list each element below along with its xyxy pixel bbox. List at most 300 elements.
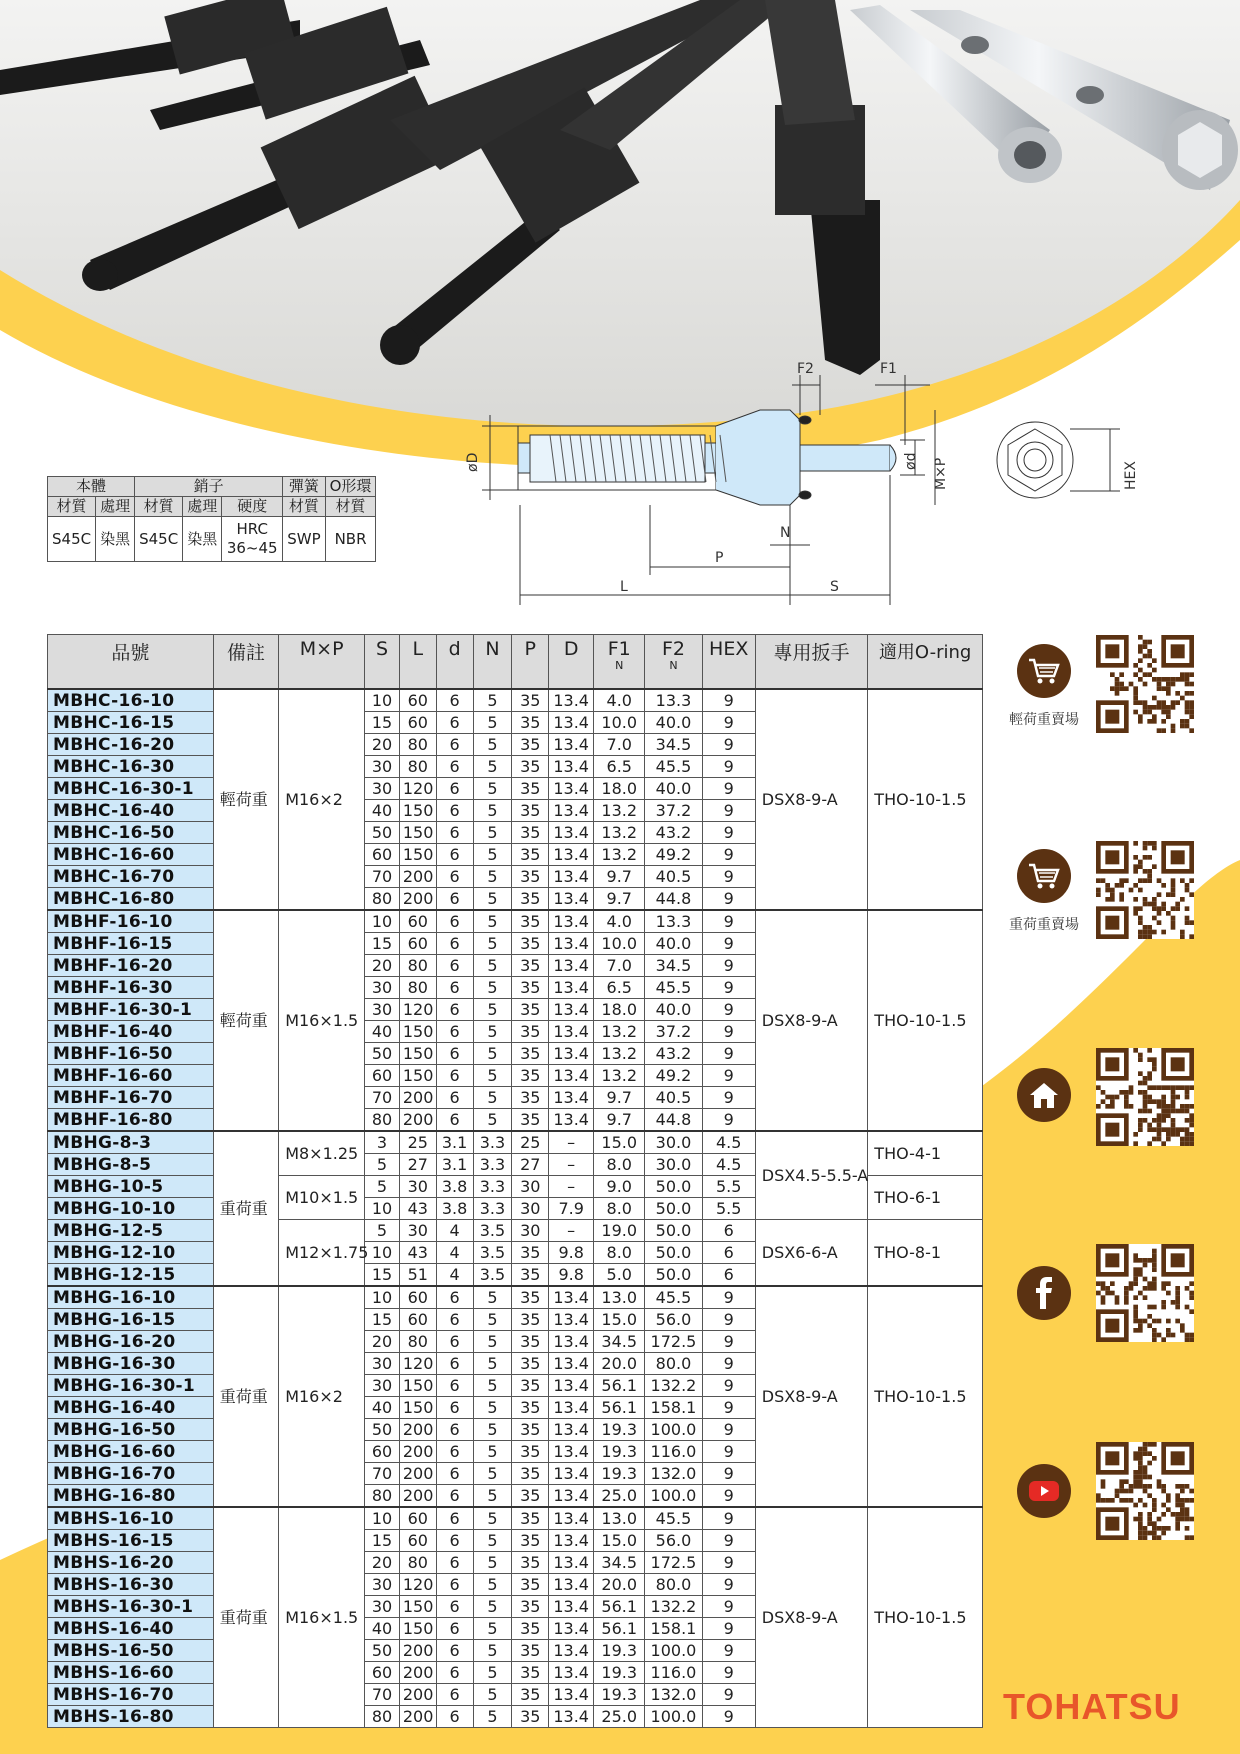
spec-value: 35 [512,999,549,1021]
spec-value: 9 [702,1375,755,1397]
spec-value: 35 [512,1087,549,1109]
mat-header: 材質 [283,497,325,517]
spec-value: 30 [365,1574,400,1596]
spec-value: 100.0 [645,1419,702,1441]
spec-value: 13.4 [549,1353,594,1375]
spec-value: 5 [473,1507,512,1530]
spec-value: 9 [702,866,755,888]
spec-value: 4.0 [594,689,645,712]
spec-value: 9 [702,1043,755,1065]
spec-value: 9.7 [594,866,645,888]
spec-value: 13.2 [594,1065,645,1087]
spec-value: 13.4 [549,1463,594,1485]
facebook-icon[interactable] [1017,1266,1071,1320]
spec-value: 35 [512,1419,549,1441]
spec-value: 9 [702,756,755,778]
part-number: MBHG-10-5 [48,1176,214,1198]
spec-value: 60 [399,712,436,734]
o-ring: THO-10-1.5 [868,1507,983,1728]
part-number: MBHG-16-30-1 [48,1375,214,1397]
spec-value: 50 [365,1043,400,1065]
spec-value: 25.0 [594,1485,645,1508]
spec-value: 34.5 [594,1331,645,1353]
spec-value: 13.4 [549,1286,594,1309]
spec-value: 19.3 [594,1662,645,1684]
spec-value: 9 [702,1463,755,1485]
spec-value: 43 [399,1242,436,1264]
spec-value: 40.0 [645,778,702,800]
part-number: MBHC-16-20 [48,734,214,756]
table-row [48,1131,983,1154]
spec-value: 35 [512,778,549,800]
spec-value: 9 [702,1419,755,1441]
product-photo [0,0,1240,430]
spec-value: 45.5 [645,756,702,778]
spec-value: 13.4 [549,1021,594,1043]
spec-value: 35 [512,1552,549,1574]
spec-value: 10 [365,689,400,712]
spec-value: 8.0 [594,1154,645,1176]
spec-value: 20 [365,1552,400,1574]
header-l: L [399,635,436,690]
light-load-store-label[interactable]: 輕荷重賣場 [1009,712,1079,728]
spec-value: 6 [436,1574,473,1596]
spec-value: 13.3 [645,910,702,933]
spec-value: 100.0 [645,1706,702,1728]
spec-value: 6 [436,1684,473,1706]
spec-value: 150 [399,1596,436,1618]
spec-value: 8.0 [594,1198,645,1220]
spec-value: 6 [436,933,473,955]
spec-value: 13.4 [549,1530,594,1552]
thread-size: M16×1.5 [279,910,365,1131]
spec-value: 43.2 [645,1043,702,1065]
spec-value: 70 [365,1684,400,1706]
spec-value: 13.4 [549,689,594,712]
spec-value: 27 [399,1154,436,1176]
spec-value: 13.4 [549,1441,594,1463]
spec-value: 45.5 [645,977,702,999]
part-number: MBHF-16-30-1 [48,999,214,1021]
spec-value: 6 [436,866,473,888]
spec-value: 3.1 [436,1131,473,1154]
spec-value: 200 [399,1485,436,1508]
spec-value: 35 [512,933,549,955]
spec-value: 80 [399,734,436,756]
o-ring: THO-4-1 [868,1131,983,1176]
part-number: MBHG-16-80 [48,1485,214,1508]
spec-value: 35 [512,712,549,734]
table-row [48,1220,983,1242]
spec-value: 5 [473,866,512,888]
spec-value: 4 [436,1220,473,1242]
spec-value: 15 [365,933,400,955]
spec-value: 150 [399,822,436,844]
label-n: N [780,525,791,541]
spec-value: 15 [365,1309,400,1331]
spec-value: 30 [399,1176,436,1198]
label-hex: HEX [1123,461,1139,490]
table-row [48,1507,983,1530]
spec-value: 6 [436,1662,473,1684]
part-number: MBHS-16-50 [48,1640,214,1662]
spec-value: 5 [473,1618,512,1640]
part-number: MBHG-8-5 [48,1154,214,1176]
spec-value: 13.4 [549,1375,594,1397]
spec-value: 5 [365,1220,400,1242]
spec-value: 60 [365,1441,400,1463]
spec-value: 9.0 [594,1176,645,1198]
spec-value: – [549,1176,594,1198]
spec-value: 80 [399,756,436,778]
spec-value: 5 [473,1375,512,1397]
header-dd: D [549,635,594,690]
part-number: MBHS-16-10 [48,1507,214,1530]
spec-value: 150 [399,1618,436,1640]
header-f2-unit: N [669,659,678,672]
spec-value: 9 [702,1485,755,1508]
header-f1 [594,635,645,690]
spec-value: 35 [512,1242,549,1264]
spec-value: 9 [702,1596,755,1618]
header-oring: 適用O-ring [868,635,983,690]
spec-value: 13.4 [549,1552,594,1574]
spec-value: 5 [473,955,512,977]
spec-value: 13.4 [549,822,594,844]
spec-value: 5 [473,1309,512,1331]
spec-value: 60 [399,933,436,955]
spec-value: 3.1 [436,1154,473,1176]
spec-value: 40.0 [645,712,702,734]
spec-value: 132.2 [645,1375,702,1397]
youtube-icon[interactable] [1017,1464,1071,1518]
spec-value: 60 [399,1530,436,1552]
spec-value: 4 [436,1264,473,1287]
spec-value: 9 [702,955,755,977]
spec-value: 5 [473,1397,512,1419]
spec-value: 13.4 [549,1397,594,1419]
spec-value: 200 [399,1684,436,1706]
spec-value: 25 [399,1131,436,1154]
spec-value: 200 [399,1640,436,1662]
spec-value: 6 [702,1242,755,1264]
spec-value: 172.5 [645,1331,702,1353]
spec-value: 200 [399,1662,436,1684]
wrench: DSX8-9-A [755,910,868,1131]
cart-icon[interactable] [1017,644,1071,698]
spec-value: 35 [512,1530,549,1552]
table-row [48,910,983,933]
spec-value: 35 [512,1485,549,1508]
spec-value: 35 [512,689,549,712]
spec-value: 43.2 [645,822,702,844]
spec-value: 25 [512,1131,549,1154]
spec-value: 150 [399,1021,436,1043]
spec-value: 4 [436,1242,473,1264]
load-type: 重荷重 [213,1507,278,1728]
spec-value: 9 [702,1618,755,1640]
spec-value: 30.0 [645,1154,702,1176]
spec-value: 35 [512,1065,549,1087]
spec-value: 40.0 [645,933,702,955]
spec-value: 5 [473,1065,512,1087]
part-number: MBHG-16-15 [48,1309,214,1331]
spec-value: 9 [702,1286,755,1309]
load-type: 重荷重 [213,1286,278,1507]
spec-value: 60 [365,844,400,866]
header-f1-label: F1 [607,638,631,660]
spec-value: 132.0 [645,1684,702,1706]
spec-value: 3.5 [473,1264,512,1287]
spec-value: 35 [512,756,549,778]
load-type: 輕荷重 [213,689,278,910]
spec-value: 50.0 [645,1242,702,1264]
spec-value: 5 [473,888,512,911]
spec-value: 50.0 [645,1264,702,1287]
spec-value: 37.2 [645,1021,702,1043]
part-number: MBHG-16-20 [48,1331,214,1353]
spec-value: 49.2 [645,1065,702,1087]
spec-value: 13.4 [549,1043,594,1065]
spec-value: 30 [365,778,400,800]
spec-value: 5 [473,1286,512,1309]
part-number: MBHF-16-15 [48,933,214,955]
spec-value: 27 [512,1154,549,1176]
spec-value: 25.0 [594,1706,645,1728]
spec-value: 6 [436,800,473,822]
spec-value: 13.4 [549,910,594,933]
qr-code-home[interactable] [1096,1048,1194,1146]
spec-value: 13.4 [549,1706,594,1728]
spec-value: 13.4 [549,756,594,778]
spec-value: 49.2 [645,844,702,866]
spec-value: 9.7 [594,1087,645,1109]
spec-value: 35 [512,1264,549,1287]
spec-value: 6 [436,1286,473,1309]
header-f2 [645,635,702,690]
part-number: MBHG-12-15 [48,1264,214,1287]
qr-code-light-store[interactable] [1096,635,1194,733]
qr-code-youtube[interactable] [1096,1442,1194,1540]
brand-logo: TOHATSU [1003,1686,1181,1727]
load-type: 重荷重 [213,1131,278,1286]
spec-value: 6 [436,1353,473,1375]
spec-value: 9 [702,1087,755,1109]
header-s: S [365,635,400,690]
spec-value: 80 [365,1109,400,1132]
spec-value: 5 [473,800,512,822]
spec-value: 20 [365,1331,400,1353]
spec-value: 80 [399,955,436,977]
spec-value: 6 [436,1021,473,1043]
header-f1-unit: N [615,659,624,672]
spec-value: 13.4 [549,800,594,822]
spec-value: 9 [702,1706,755,1728]
thread-size: M10×1.5 [279,1176,365,1220]
part-number: MBHG-16-10 [48,1286,214,1309]
spec-value: 13.2 [594,822,645,844]
spec-value: 20.0 [594,1574,645,1596]
spec-value: 20.0 [594,1353,645,1375]
spec-value: 35 [512,800,549,822]
spec-value: 3.8 [436,1176,473,1198]
spec-value: 5 [365,1176,400,1198]
header-wrench: 專用扳手 [755,635,868,690]
spec-value: 200 [399,866,436,888]
mat-value: HRC 36~45 [222,517,283,562]
spec-value: 13.0 [594,1286,645,1309]
load-type: 輕荷重 [213,910,278,1131]
spec-value: 13.3 [645,689,702,712]
spec-value: 10 [365,1507,400,1530]
spec-value: 158.1 [645,1397,702,1419]
spec-value: 10 [365,1286,400,1309]
spec-value: 56.0 [645,1530,702,1552]
spec-value: 200 [399,1087,436,1109]
spec-value: 6 [436,955,473,977]
spec-value: 13.4 [549,712,594,734]
spec-value: 13.2 [594,1043,645,1065]
spec-value: 35 [512,1574,549,1596]
spec-value: 6 [436,734,473,756]
thread-size: M16×2 [279,1286,365,1507]
spec-value: 6 [436,1618,473,1640]
spec-value: 5 [473,1640,512,1662]
part-number: MBHG-10-10 [48,1198,214,1220]
part-number: MBHC-16-30-1 [48,778,214,800]
spec-value: 9 [702,1397,755,1419]
spec-value: 35 [512,1596,549,1618]
spec-value: 9 [702,689,755,712]
spec-value: 4.5 [702,1154,755,1176]
spec-value: 6 [436,1043,473,1065]
spec-value: 6 [436,1419,473,1441]
spec-value: 6.5 [594,756,645,778]
mat-value: 染黑 [96,517,135,562]
header-n: N [473,635,512,690]
spec-value: 150 [399,1043,436,1065]
spec-value: 13.4 [549,1662,594,1684]
spec-value: 60 [399,1286,436,1309]
spec-value: 6 [436,910,473,933]
spec-value: 6.5 [594,977,645,999]
spec-value: 9 [702,1530,755,1552]
spec-value: 30.0 [645,1131,702,1154]
spec-value: 34.5 [645,955,702,977]
spec-value: 35 [512,844,549,866]
spec-value: 35 [512,1309,549,1331]
cart-icon[interactable] [1017,849,1071,903]
part-number: MBHF-16-70 [48,1087,214,1109]
home-icon[interactable] [1017,1068,1071,1122]
spec-value: 40 [365,1397,400,1419]
part-number: MBHF-16-60 [48,1065,214,1087]
spec-value: 100.0 [645,1485,702,1508]
spec-value: 80.0 [645,1353,702,1375]
spec-value: 35 [512,1640,549,1662]
header-hex: HEX [702,635,755,690]
spec-value: 120 [399,778,436,800]
spec-value: 6 [436,977,473,999]
heavy-load-store-label[interactable]: 重荷重賣場 [1009,917,1079,933]
spec-value: 13.4 [549,1507,594,1530]
spec-value: 35 [512,888,549,911]
part-number: MBHG-16-70 [48,1463,214,1485]
spec-value: 6 [436,1397,473,1419]
spec-value: 5 [473,1706,512,1728]
spec-value: 200 [399,1706,436,1728]
spec-value: 6 [436,1463,473,1485]
spec-value: 13.2 [594,844,645,866]
spec-value: 9 [702,910,755,933]
qr-code-heavy-store[interactable] [1096,841,1194,939]
spec-value: 5 [473,1574,512,1596]
spec-value: 15 [365,712,400,734]
mat-group-oring: O形環 [325,477,376,497]
spec-value: 9.7 [594,1109,645,1132]
spec-value: 18.0 [594,999,645,1021]
mat-group-pin: 銷子 [135,477,283,497]
part-number: MBHF-16-10 [48,910,214,933]
spec-value: 13.4 [549,1618,594,1640]
spec-value: 35 [512,734,549,756]
part-number: MBHG-8-3 [48,1131,214,1154]
part-number: MBHC-16-40 [48,800,214,822]
spec-value: 5 [473,1021,512,1043]
spec-value: 10.0 [594,933,645,955]
wrench: DSX6-6-A [755,1220,868,1287]
mat-header: 材質 [135,497,183,517]
spec-value: 35 [512,866,549,888]
spec-value: 6 [436,888,473,911]
spec-value: 4.0 [594,910,645,933]
mat-group-spring: 彈簧 [283,477,325,497]
spec-value: 20 [365,955,400,977]
wrench: DSX8-9-A [755,1507,868,1728]
spec-value: 37.2 [645,800,702,822]
part-number: MBHG-16-60 [48,1441,214,1463]
part-number: MBHC-16-50 [48,822,214,844]
spec-value: 6 [436,1441,473,1463]
spec-value: 19.3 [594,1463,645,1485]
part-number: MBHS-16-30-1 [48,1596,214,1618]
spec-value: 150 [399,844,436,866]
spec-value: 34.5 [645,734,702,756]
spec-value: 6 [436,1087,473,1109]
spec-value: 30 [512,1176,549,1198]
spec-value: 13.4 [549,1309,594,1331]
part-number: MBHS-16-70 [48,1684,214,1706]
qr-code-facebook[interactable] [1096,1244,1194,1342]
spec-value: 13.4 [549,977,594,999]
spec-value: 13.4 [549,999,594,1021]
spec-value: 5 [473,689,512,712]
spec-value: 35 [512,1331,549,1353]
spec-value: 9 [702,1574,755,1596]
spec-value: 13.2 [594,800,645,822]
spec-value: 200 [399,1419,436,1441]
spec-value: 56.1 [594,1375,645,1397]
spec-value: 9 [702,1021,755,1043]
wrench: DSX8-9-A [755,689,868,910]
spec-value: 34.5 [594,1552,645,1574]
spec-value: 7.9 [549,1198,594,1220]
spec-value: 35 [512,1397,549,1419]
spec-value: 150 [399,1065,436,1087]
spec-value: 30 [365,1375,400,1397]
mat-value: SWP [283,517,325,562]
spec-value: 6 [436,1109,473,1132]
